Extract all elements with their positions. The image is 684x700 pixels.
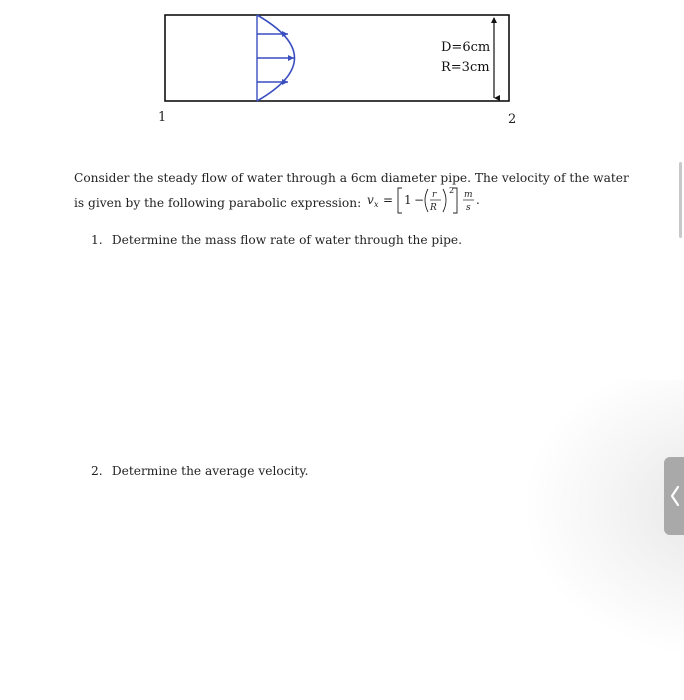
question-2-text: Determine the average velocity. <box>111 464 309 478</box>
problem-line-1: Consider the steady flow of water through a 6cm diameter pipe. The velocity of the water <box>74 171 629 185</box>
formula-exponent: 2 <box>449 186 455 195</box>
chevron-left-icon <box>669 485 681 507</box>
problem-statement <box>74 166 629 216</box>
question-1-number: 1. <box>91 233 103 247</box>
formula-lhs: v <box>367 193 374 207</box>
velocity-formula <box>365 186 495 216</box>
formula-left-paren <box>425 189 428 212</box>
question-2-number: 2. <box>91 464 103 478</box>
formula-right-paren <box>443 189 446 212</box>
formula-unit-numerator: m <box>464 190 473 200</box>
problem-line-2 <box>74 186 614 216</box>
station-1-label: 1 <box>158 110 167 125</box>
formula-one: 1 <box>404 193 412 207</box>
scrollbar[interactable] <box>679 162 682 238</box>
problem-line-2-text: is given by the following parabolic expression: <box>74 196 362 210</box>
question-1-text: Determine the mass flow rate of water through the pipe. <box>111 233 463 247</box>
collapse-panel-button[interactable] <box>664 457 684 535</box>
formula-denominator: R <box>430 203 437 213</box>
diameter-label: D=6cm <box>441 40 491 55</box>
pipe-diagram <box>0 0 684 140</box>
formula-numerator: r <box>432 190 437 200</box>
formula-equals: = <box>383 193 394 207</box>
formula-lhs-sub: x <box>374 200 379 209</box>
formula-minus: − <box>414 193 425 207</box>
formula-period: . <box>476 193 480 207</box>
question-1 <box>91 233 462 247</box>
diameter-arrow-head-top <box>491 17 497 23</box>
formula-left-bracket <box>398 188 402 213</box>
radius-label: R=3cm <box>441 60 490 75</box>
question-2 <box>91 464 308 478</box>
formula-unit-denominator: s <box>466 203 471 213</box>
panel-shadow <box>520 380 684 660</box>
station-2-label: 2 <box>508 112 517 127</box>
